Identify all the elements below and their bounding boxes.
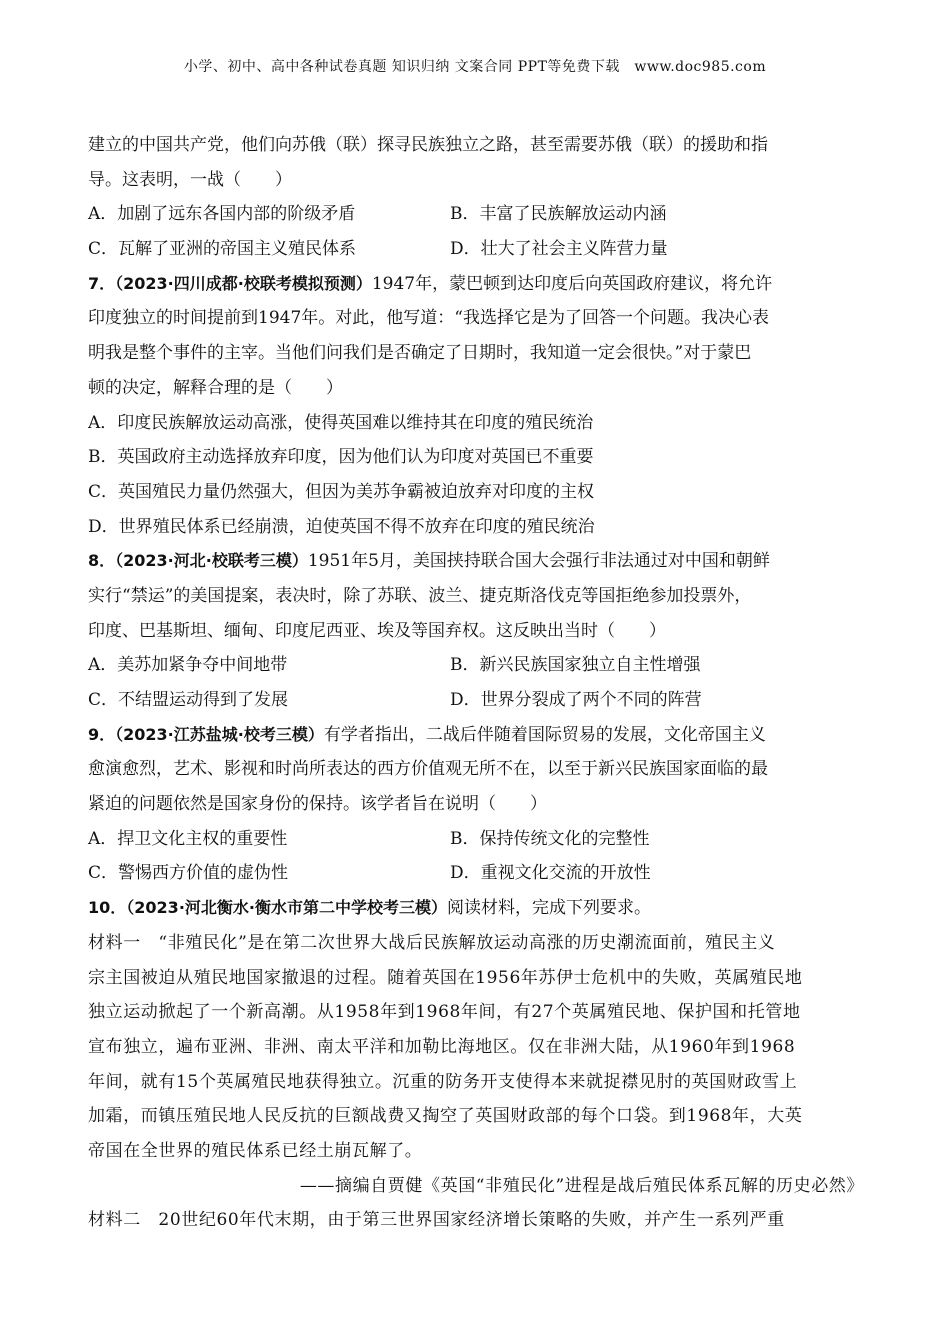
q7-option-c: C．英国殖民力量仍然强大，但因为美苏争霸被迫放弃对印度的主权 <box>88 481 595 502</box>
q7-stem-line-3: 明我是整个事件的主宰。当他们问我们是否确定了日期时，我知道一定会很快。”对于蒙巴 <box>88 343 752 364</box>
q6-options-row-1 <box>88 197 864 232</box>
q6-option-d: D．壮大了社会主义阵营力量 <box>450 239 668 260</box>
q6-option-a: A．加剧了远东各国内部的阶级矛盾 <box>88 204 356 225</box>
material-1-line-4: 宣布独立，遍布亚洲、非洲、南太平洋和加勒比海地区。仅在非洲大陆，从1960年到1968 <box>88 1036 796 1057</box>
q9-option-b: B．保持传统文化的完整性 <box>450 828 650 849</box>
q7-stem-line-1 <box>88 267 864 302</box>
material-1-line-1 <box>88 926 864 961</box>
q7-stem-start: 1947年，蒙巴顿到达印度后向英国政府建议，将允许 <box>371 273 773 294</box>
q8-option-c: C．不结盟运动得到了发展 <box>88 690 289 710</box>
material-1-line-3: 独立运动掀起了一个新高潮。从1958年到1968年间，有27个英属殖民地、保护国和托管地 <box>88 1002 801 1023</box>
material-1-line-5: 年间，就有15个英属殖民地获得独立。沉重的防务开支使得本来就捉襟见肘的英国财政雪上 <box>88 1071 798 1092</box>
q6-line-1: 建立的中国共产党，他们向苏俄（联）探寻民族独立之路，甚至需要苏俄（联）的援助和指 <box>88 135 768 155</box>
q7-source: （2023·四川成都·校联考模拟预测） <box>115 273 372 293</box>
q8-source: （2023·河北·校联考三模） <box>115 551 308 571</box>
q9-options-row-1 <box>88 822 864 857</box>
material-1-label: 材料一 <box>88 932 141 953</box>
q6-line-2: 导。这表明，一战（ ） <box>88 169 292 190</box>
page-header: 小学、初中、高中各种试卷真题 知识归纳 文案合同 PPT等免费下载 www.doc985.com <box>183 59 767 75</box>
q8-options-row-2 <box>88 683 864 718</box>
q7-option-b: B．英国政府主动选择放弃印度，因为他们认为印度对英国已不重要 <box>88 447 594 468</box>
material-2-start: 20世纪60年代末期，由于第三世界国家经济增长策略的失败，并产生一系列严重 <box>140 1210 785 1231</box>
q9-option-c: C．警惕西方价值的虚伪性 <box>88 863 289 884</box>
q7-option-a: A．印度民族解放运动高涨，使得英国难以维持其在印度的殖民统治 <box>88 412 594 433</box>
q8-number: 8． <box>88 551 116 571</box>
q9-number: 9． <box>88 724 116 744</box>
q6-option-b: B．丰富了民族解放运动内涵 <box>450 204 667 225</box>
q6-option-c: C．瓦解了亚洲的帝国主义殖民体系 <box>88 239 357 260</box>
material-2-line-1 <box>88 1203 864 1238</box>
material-1-citation: ——摘编自贾健《英国“非殖民化”进程是战后殖民体系瓦解的历史必然》 <box>299 1175 864 1196</box>
q8-options-row-1 <box>88 648 864 683</box>
q9-stem-line-3: 紧迫的问题依然是国家身份的保持。该学者旨在说明（ ） <box>88 794 547 815</box>
material-2-label: 材料二 <box>88 1210 141 1231</box>
q6-options-row-2 <box>88 232 864 267</box>
q8-stem-line-1 <box>88 544 864 579</box>
q9-stem-line-1 <box>88 718 864 753</box>
q10-stem-start: 阅读材料，完成下列要求。 <box>446 898 651 919</box>
q8-option-d: D．世界分裂成了两个不同的阵营 <box>450 690 702 710</box>
q9-stem-line-2: 愈演愈烈，艺术、影视和时尚所表达的西方价值观无所不在，以至于新兴民族国家面临的最 <box>88 759 768 780</box>
q9-source: （2023·江苏盐城·校考三模） <box>115 724 324 744</box>
q9-options-row-2 <box>88 856 864 891</box>
q7-option-d: D．世界殖民体系已经崩溃，迫使英国不得不放弃在印度的殖民统治 <box>88 516 595 537</box>
q7-number: 7． <box>88 273 116 293</box>
q10-number: 10． <box>88 898 127 918</box>
q10-source: （2023·河北衡水·衡水市第二中学校考三模） <box>126 898 447 918</box>
q9-option-d: D．重视文化交流的开放性 <box>450 863 651 884</box>
q8-stem-line-3: 印度、巴基斯坦、缅甸、印度尼西亚、埃及等国弃权。这反映出当时（ ） <box>88 620 666 641</box>
q8-stem-line-2: 实行“禁运”的美国提案，表决时，除了苏联、波兰、捷克斯洛伐克等国拒绝参加投票外， <box>88 585 752 606</box>
q8-stem-start: 1951年5月，美国挟持联合国大会强行非法通过对中国和朝鲜 <box>307 551 770 572</box>
q9-option-a: A．捍卫文化主权的重要性 <box>88 828 288 849</box>
document-body <box>88 128 864 1238</box>
material-1-line-6: 加霜，而镇压殖民地人民反抗的巨额战费又掏空了英国财政部的每个口袋。到1968年，大英 <box>88 1106 803 1127</box>
material-1-start: “非殖民化”是在第二次世界大战后民族解放运动高涨的历史潮流面前，殖民主义 <box>140 932 776 953</box>
material-1-line-7: 帝国在全世界的殖民体系已经土崩瓦解了。 <box>88 1140 423 1161</box>
q10-stem-line-1 <box>88 891 864 926</box>
q8-option-a: A．美苏加紧争夺中间地带 <box>88 655 288 676</box>
q7-stem-line-4: 顿的决定，解释合理的是（ ） <box>88 377 343 398</box>
q7-stem-line-2: 印度独立的时间提前到1947年。对此，他写道：“我选择它是为了回答一个问题。我决心表 <box>88 308 769 329</box>
q9-stem-start: 有学者指出，二战后伴随着国际贸易的发展，文化帝国主义 <box>323 724 766 745</box>
material-1-line-2: 宗主国被迫从殖民地国家撤退的过程。随着英国在1956年苏伊士危机中的失败，英属殖民地 <box>88 967 803 988</box>
q8-option-b: B．新兴民族国家独立自主性增强 <box>450 655 701 676</box>
